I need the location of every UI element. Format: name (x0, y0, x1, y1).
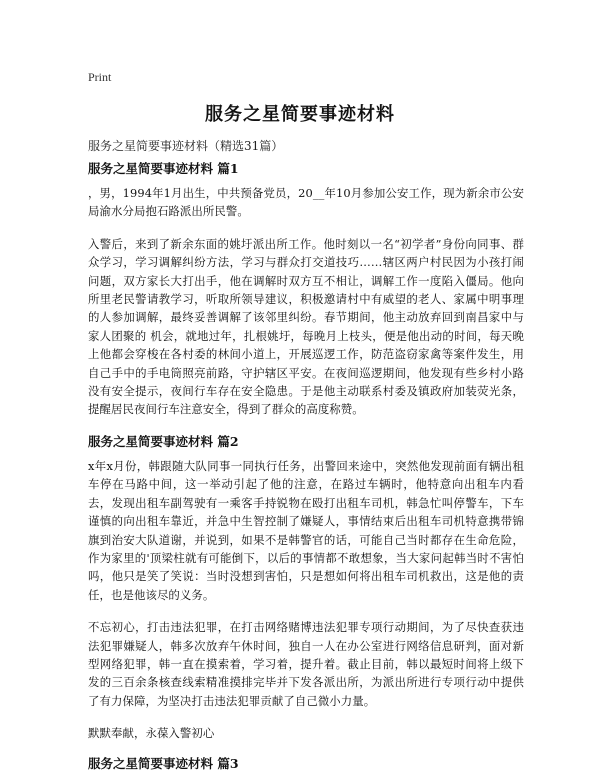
section-heading-1: 服务之星简要事迹材料 篇1 (88, 161, 239, 176)
paragraph: 不忘初心，打击违法犯罪，在打击网络赌博违法犯罪专项行动期间，为了尽快查获违法犯罪嫌疑人，韩多次放弃午休时间，独自一人在办公室进行网络信息研判，面对新型网络犯罪，韩一直在摸索着，学习着，提升着。截止目前，韩以最短时间将上级下发的三百余条核查线索精准摸排完毕并下发各派出所，为派出所进行专项行动中提供了有力保障，为坚决打击违法犯罪贡献了自己微小力量。 (88, 620, 524, 708)
section-heading-2: 服务之星简要事迹材料 篇2 (88, 433, 239, 449)
page-title: 服务之星简要事迹材料 (205, 104, 395, 125)
print-link[interactable]: Print (88, 70, 112, 84)
paragraph: x年x月份，韩跟随大队同事一同执行任务，出警回来途中，突然他发现前面有辆出租车停在马路中间，这一举动引起了他的注意，在路过车辆时，他特意向出租车内看去，发现出租车副驾驶有一乘客手持锐物在殴打出租车司机，韩急忙叫停警车，下车谨慎的向出租车靠近，并急中生智控制了嫌疑人，事情结束后出租车司机特意携带锦旗到治安大队道谢，并说到，如果不是韩警官的话，可能自己当时都存在生命危险，作为家里的'顶梁柱就有可能倒下，以后的事情都不敢想象，当大家问起韩当时不害怕吗，他只是笑了笑说：当时没想到害怕，只是想如何将出租车司机救出，这是他的责任，也是他该尽的义务。 (88, 458, 524, 602)
article-body (88, 160, 524, 779)
paragraph: ，男，1994年1月出生，中共预备党员，20__年10月参加公安工作，现为新余市公安局渝水分局抱石路派出所民警。 (88, 186, 524, 219)
section-heading-3: 服务之星简要事迹材料 篇3 (88, 755, 239, 771)
paragraph: 默默奉献，永葆入警初心 (88, 726, 215, 741)
document-subtitle: 服务之星简要事迹材料（精选31篇） (88, 139, 284, 153)
paragraph: 入警后，来到了新余东面的姚圩派出所工作。他时刻以一名“初学者”身份向同事、群众学习，学习调解纠纷方法，学习与群众打交道技巧……辖区两户村民因为小孩打闹问题，双方家长大打出手，他在调解时双方互不相让，调解工作一度陷入僵局。他向所里老民警请教学习，听取所领导建议，积极邀请村中有威望的老人、家属中明事理的人参加调解，最终妥善调解了该邻里纠纷。春节期间，他主动放弃回到南昌家中与家人团聚的 机会，就地过年，扎根姚圩，每晚月上枝头，便是他出动的时间，每天晚上他都会穿梭在各村委的林间小道上，开展巡逻工作，防范盗窃家禽等案件发生，用自己手中的手电筒照亮前路，守护辖区平安。在夜间巡逻期间，他发现有些乡村小路没有安全提示，夜间行车存在安全隐患。于是他主动联系村委及镇政府加装荧光条，提醒居民夜间行车注意安全，得到了群众的高度称赞。 (88, 236, 524, 417)
